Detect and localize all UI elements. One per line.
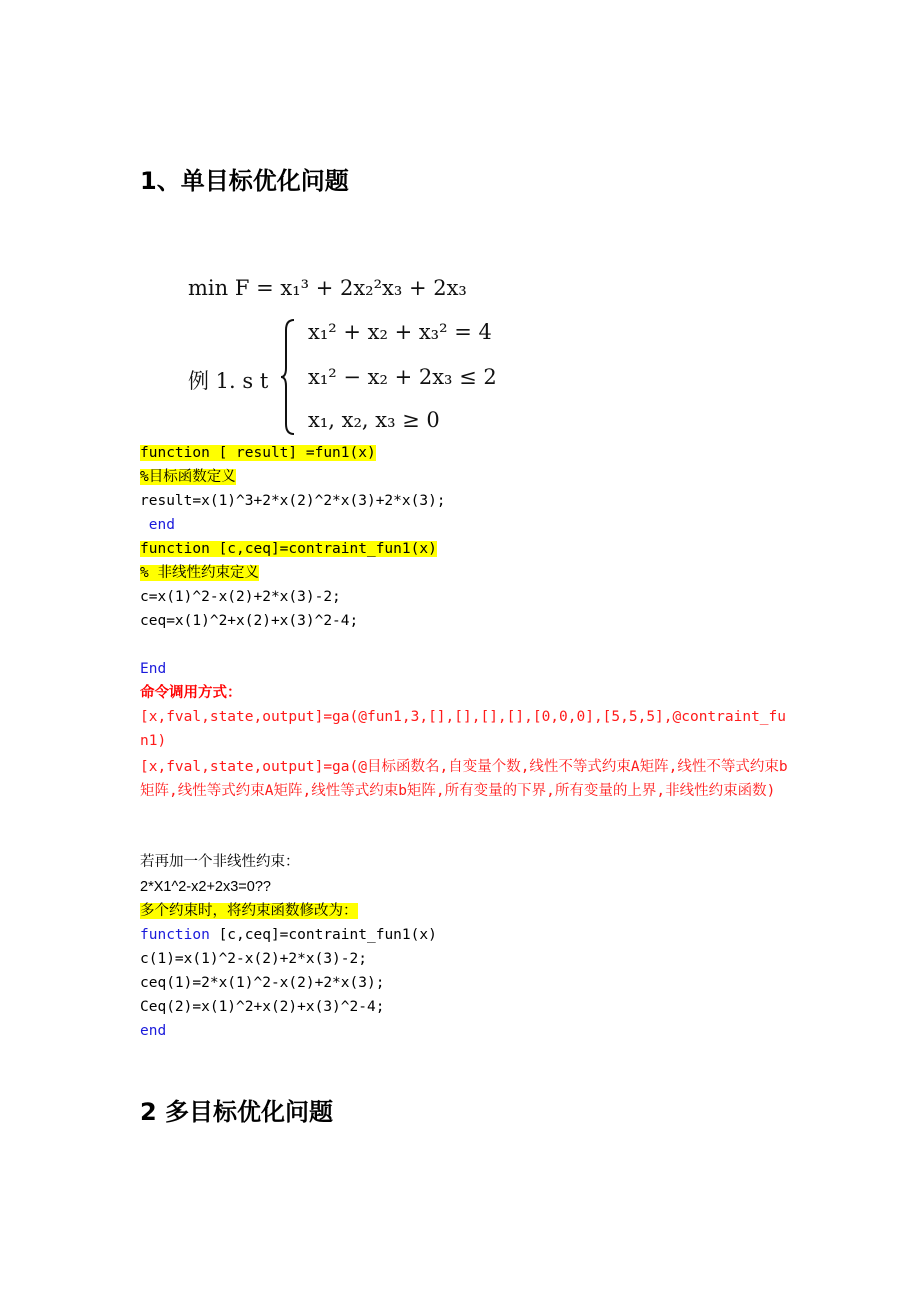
constraint-2: x₁² − x₂ + 2x₃ ≤ 2: [308, 365, 497, 389]
function-signature: [c,ceq]=contraint_fun1(x): [209, 927, 437, 943]
command-label: 命令调用方式：: [140, 685, 242, 701]
extra-constraint: 2*X1^2-x2+2x3=0??: [140, 879, 271, 895]
command-explanation: [x,fval,state,output]=ga(@目标函数名,自变量个数,线性不等式约束A矩阵,线性不等式约束b矩阵,线性等式约束A矩阵,线性等式约束b矩阵,所有变量的下界,所有变量的上界,非线性约束函数): [140, 759, 788, 799]
code-comment: %目标函数定义: [140, 469, 236, 485]
constraint-brace: [280, 318, 298, 436]
code-line: [140, 467, 236, 487]
code-line: result=x(1)^3+2*x(2)^2*x(3)+2*x(3);: [140, 493, 446, 509]
code-line: c(1)=x(1)^2-x(2)+2*x(3)-2;: [140, 951, 367, 967]
constraint-1: x₁² + x₂ + x₃² = 4: [308, 320, 492, 344]
function-declaration: function [c,ceq]=contraint_fun1(x): [140, 541, 437, 557]
code-line: [140, 925, 437, 945]
code-line: ceq=x(1)^2+x(2)+x(3)^2-4;: [140, 613, 359, 629]
extra-note: 多个约束时，将约束函数修改为：: [140, 903, 358, 919]
objective-function: min F = x₁³ + 2x₂²x₃ + 2x₃: [188, 276, 467, 300]
code-line: ceq(1)=2*x(1)^2-x(2)+2*x(3);: [140, 975, 385, 991]
function-declaration: function [ result] =fun1(x): [140, 445, 376, 461]
code-end: end: [140, 517, 175, 533]
code-line: Ceq(2)=x(1)^2+x(2)+x(3)^2-4;: [140, 999, 385, 1015]
section-1-heading: 1、单目标优化问题: [140, 167, 349, 195]
code-line: [140, 443, 376, 463]
optimization-formula: [180, 268, 500, 440]
extra-intro: 若再加一个非线性约束：: [140, 854, 300, 870]
constraint-3: x₁, x₂, x₃ ≥ 0: [308, 408, 440, 432]
function-keyword: function: [140, 927, 210, 943]
code-line: [140, 539, 437, 559]
section-2-heading: 2 多目标优化问题: [140, 1098, 334, 1126]
code-end: end: [140, 1023, 167, 1039]
code-line: [140, 563, 259, 583]
code-comment: % 非线性约束定义: [140, 565, 259, 581]
code-end: End: [140, 661, 167, 677]
command-call: [x,fval,state,output]=ga(@fun1,3,[],[],[],[],[0,0,0],[5,5,5],@contraint_fun1): [140, 709, 787, 749]
extra-note-line: [140, 901, 358, 921]
code-line: c=x(1)^2-x(2)+2*x(3)-2;: [140, 589, 341, 605]
example-label: 例 1. s t: [188, 369, 269, 393]
